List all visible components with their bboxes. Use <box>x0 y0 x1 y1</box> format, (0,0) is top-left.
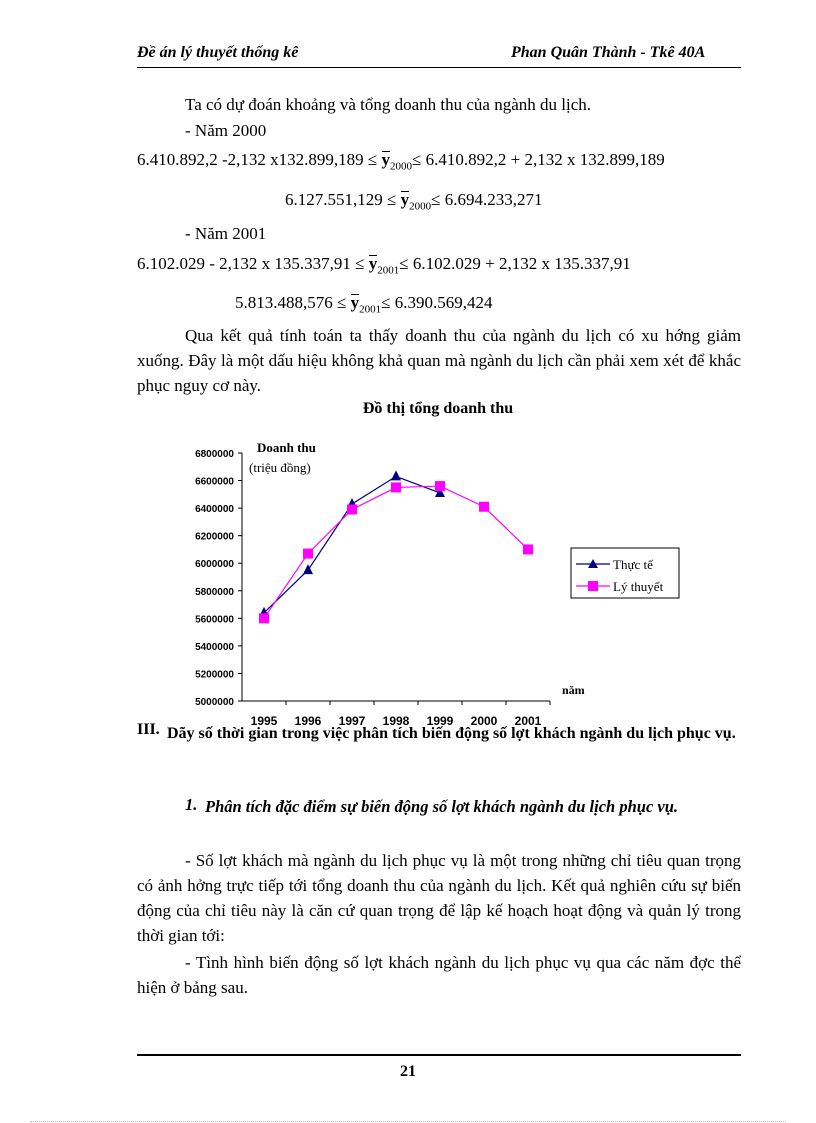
footer-rule <box>137 1054 741 1056</box>
range-2000 <box>285 190 542 212</box>
y-tick-label: 6800000 <box>195 449 234 460</box>
formula-2001-y: y <box>368 254 378 273</box>
formula-2001-le1: ≤ <box>355 254 365 273</box>
data-point-theory <box>479 502 489 512</box>
body-paragraph-1: - Số lợt khách mà ngành du lịch phục vụ là một trong những chỉ tiêu quan trọng có ảnh hởng trực tiếp tới tổng doanh thu của ngành du lịch. Kết quả nghiên cứu sự biến động của chỉ tiêu này là căn cứ quan trọng để lập kế hoạch hoạt động và quản lý trong thời gian tới: <box>137 851 741 945</box>
x-tick-label: 1995 <box>250 714 278 728</box>
data-point-theory <box>523 544 533 554</box>
formula-2001-right: 6.102.029 + 2,132 x 135.337,91 <box>412 254 631 273</box>
data-point-theory <box>259 613 269 623</box>
data-point-theory <box>303 549 313 559</box>
formula-2001-left: 6.102.029 - 2,132 x 135.337,91 <box>137 254 351 273</box>
range-2001-y: y <box>350 293 360 312</box>
legend-label-actual: Thực tế <box>613 557 653 572</box>
y-tick-label: 5400000 <box>195 641 234 653</box>
body-paragraph-2: - Tình hình biến động số lợt khách ngành du lịch phục vụ qua các năm đợc thể hiện ở bảng sau. <box>137 953 741 997</box>
formula-2001-sub: 2001 <box>377 264 400 277</box>
formula-2000 <box>137 150 665 172</box>
x-tick-label: 2000 <box>470 714 498 728</box>
y-tick-label: 6200000 <box>195 531 234 543</box>
y-axis-unit: (triệu đồng) <box>249 460 311 475</box>
x-axis-label: năm <box>562 683 585 697</box>
formula-2000-y: y <box>381 150 391 169</box>
range-2001 <box>235 293 492 315</box>
y-tick-label: 5200000 <box>195 669 234 681</box>
range-2000-le2: ≤ <box>431 190 441 209</box>
y-tick-label: 6600000 <box>195 476 234 488</box>
range-2001-le1: ≤ <box>337 293 347 312</box>
data-point-theory <box>435 481 445 491</box>
year-2001-label: - Năm 2001 <box>185 224 267 243</box>
range-2000-left: 6.127.551,129 <box>285 190 383 209</box>
x-tick-label: 1999 <box>426 714 454 728</box>
revenue-chart <box>130 430 750 730</box>
range-2001-sub: 2001 <box>359 303 382 316</box>
header-left: Đề án lý thuyết thống kê <box>137 44 299 61</box>
subsection-1-title: Phân tích đặc điểm sự biến động số lợt khách ngành du lịch phục vụ. <box>205 797 679 816</box>
y-tick-label: 5600000 <box>195 614 234 626</box>
range-2000-right: 6.694.233,271 <box>444 190 543 209</box>
legend-marker-square-icon <box>588 581 598 591</box>
formula-2000-le1: ≤ <box>367 150 378 169</box>
x-tick-label: 1997 <box>338 714 366 728</box>
formula-2000-right: 6.410.892,2 + 2,132 x 132.899,189 <box>425 150 665 169</box>
formula-2001 <box>137 254 631 276</box>
range-2001-le2: ≤ <box>381 293 391 312</box>
section-3-number: III. <box>137 721 160 738</box>
formula-2000-le2: ≤ <box>412 150 422 169</box>
intro-text: Ta có dự đoán khoảng và tổng doanh thu của ngành du lịch. <box>185 95 592 114</box>
section-3-title: Dãy số thời gian trong việc phân tích biến động số lợt khách ngành du lịch phục vụ. <box>167 725 736 742</box>
y-axis-label: Doanh thu <box>257 440 316 455</box>
range-2001-right: 6.390.569,424 <box>394 293 493 312</box>
y-axis-ticks <box>195 449 242 708</box>
conclusion-paragraph: Qua kết quả tính toán ta thấy doanh thu của ngành du lịch có xu hớng giảm xuống. Đây là một dấu hiệu không khả quan mà ngành du lịch cần phải xem xét để khắc phục nguy cơ này. <box>137 326 741 395</box>
subsection-1-number: 1. <box>185 795 198 814</box>
series-layer <box>259 470 533 623</box>
chart-title: Đồ thị tổng doanh thu <box>362 400 514 417</box>
formula-2000-sub: 2000 <box>390 160 413 173</box>
header-rule <box>137 67 741 68</box>
page-edge-dots <box>30 1121 786 1122</box>
range-2000-sub: 2000 <box>409 200 432 213</box>
range-2000-y: y <box>400 190 410 209</box>
formula-2001-le2: ≤ <box>399 254 409 273</box>
legend-label-theory: Lý thuyết <box>613 579 664 594</box>
series-line-actual <box>264 476 440 612</box>
range-2000-le1: ≤ <box>387 190 397 209</box>
page-number: 21 <box>400 1063 416 1080</box>
x-tick-label: 1998 <box>382 714 410 728</box>
x-tick-label: 1996 <box>294 714 322 728</box>
range-2001-left: 5.813.488,576 <box>235 293 333 312</box>
data-point-theory <box>347 504 357 514</box>
chart-legend <box>571 548 679 598</box>
y-tick-label: 5800000 <box>195 586 234 598</box>
y-tick-label: 6000000 <box>195 559 234 571</box>
data-point-actual <box>391 470 401 480</box>
formula-2000-left: 6.410.892,2 -2,132 x132.899,189 <box>137 150 364 169</box>
year-2000-label: - Năm 2000 <box>185 121 267 140</box>
data-point-theory <box>391 482 401 492</box>
x-tick-label: 2001 <box>514 714 542 728</box>
y-tick-label: 5000000 <box>195 697 234 708</box>
header-right: Phan Quân Thành - Tkê 40A <box>511 44 706 61</box>
y-tick-label: 6400000 <box>195 504 234 516</box>
